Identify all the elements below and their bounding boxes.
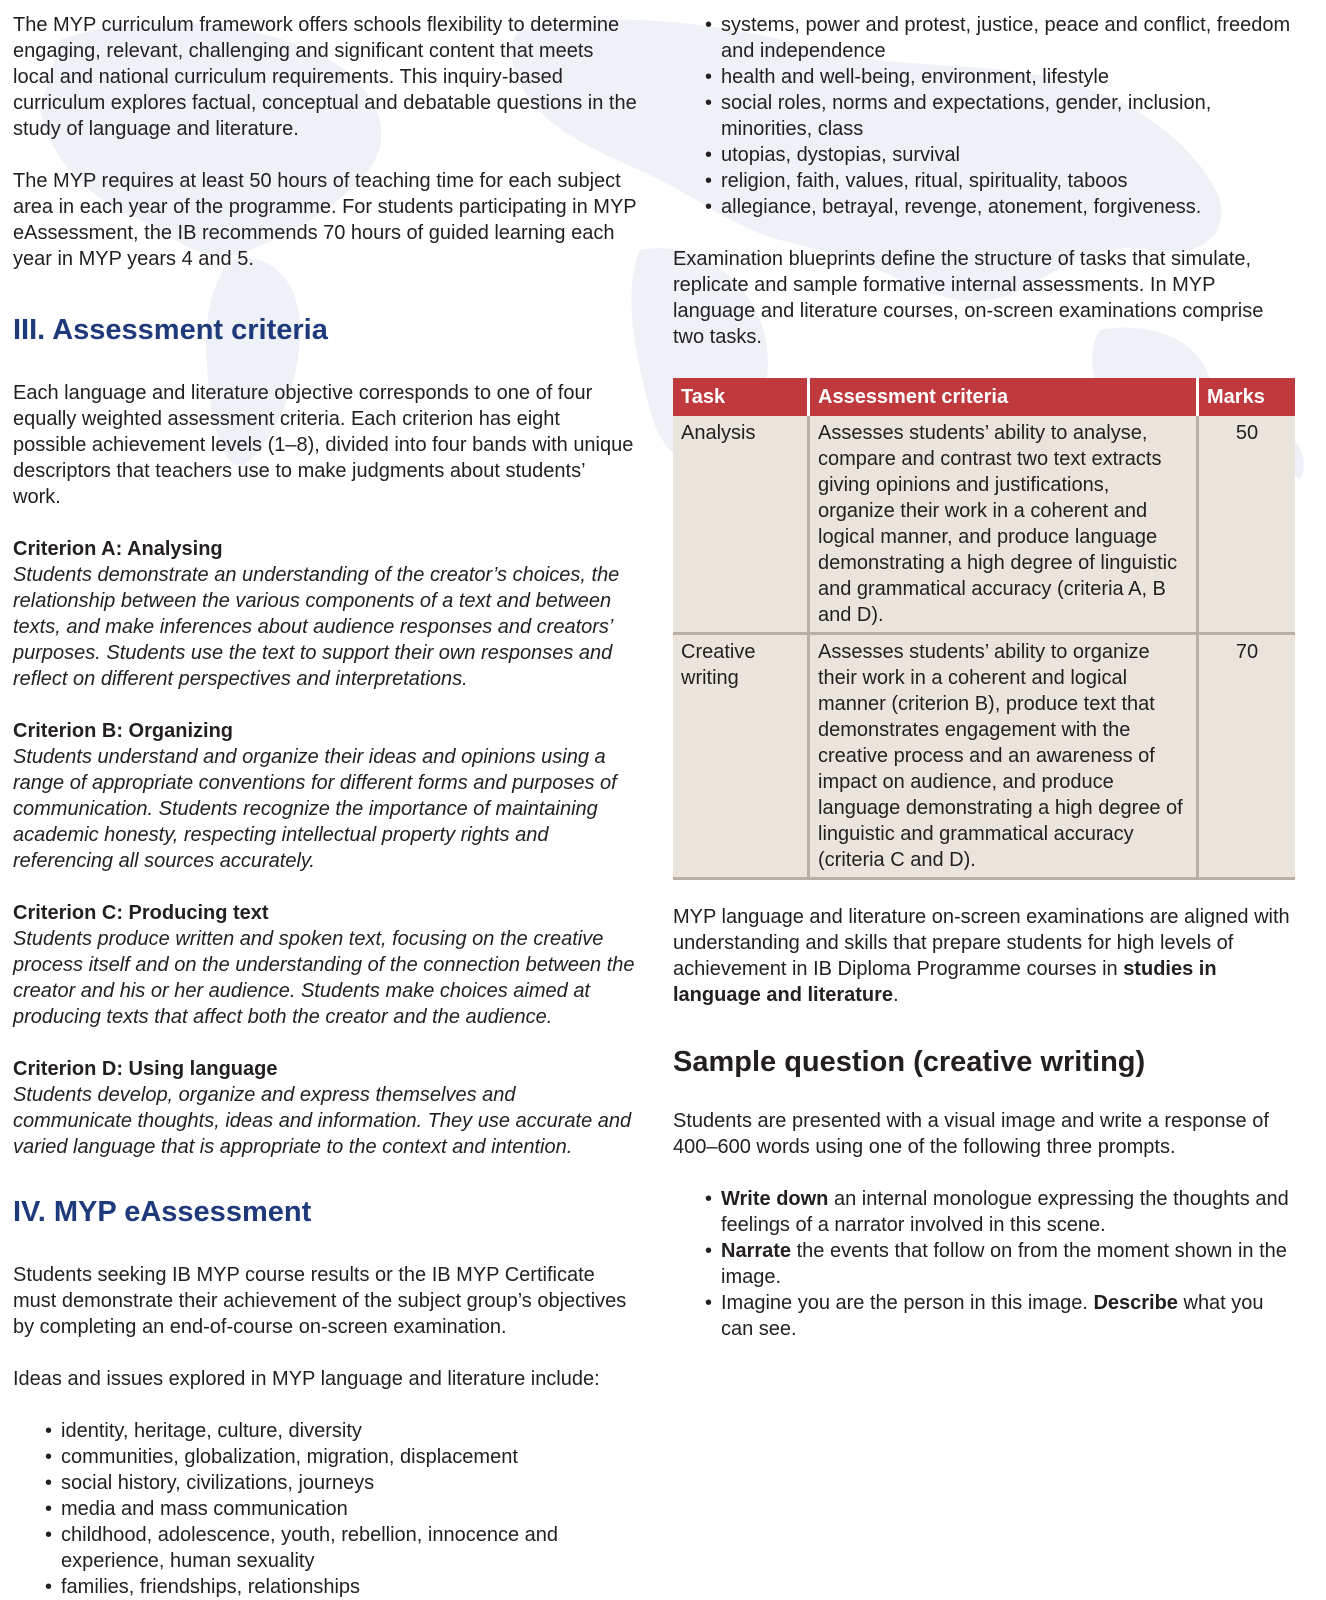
ideas-list-continued	[673, 12, 1298, 220]
criteria-cell: Assesses students’ ability to analyse, compare and contrast two text extracts giving opinions and justifications, organize their work in a coherent and logical manner, and produce language demonstrating a high degree of linguistic and grammatical accuracy (criteria A, B and D).	[809, 416, 1198, 634]
list-item: • allegiance, betrayal, revenge, atonement, forgiveness.	[705, 196, 1202, 218]
criterion-c	[13, 900, 638, 1030]
section-heading-eassessment: IV. MYP eAssessment	[13, 1196, 312, 1228]
list-item: • Imagine you are the person in this image. Describe what you can see.	[705, 1292, 1264, 1340]
list-item: • families, friendships, relationships	[45, 1576, 361, 1598]
ideas-list	[13, 1418, 638, 1600]
sample-question-heading: Sample question (creative writing)	[673, 1046, 1146, 1078]
column-header-task: Task	[673, 378, 809, 416]
list-item: • religion, faith, values, ritual, spirituality, taboos	[705, 170, 1128, 192]
criterion-d-title: Criterion D: Using language	[13, 1058, 278, 1080]
criterion-d-description: Students develop, organize and express themselves and communicate thoughts, ideas and information. They use accurate and varied language that is appropriate to the context and intention.	[13, 1084, 632, 1158]
table-row	[673, 416, 1295, 634]
assessment-table	[673, 378, 1295, 880]
criterion-a-description: Students demonstrate an understanding of the creator’s choices, the relationship between the various components of a text and between texts, and make inferences about audience responses and creators’ purposes. Students use the text to support their own responses and reflect on different perspectives and interpretations.	[13, 564, 620, 690]
criterion-c-title: Criterion C: Producing text	[13, 902, 269, 924]
list-item: • utopias, dystopias, survival	[705, 144, 961, 166]
list-item: • identity, heritage, culture, diversity	[45, 1420, 362, 1442]
ideas-intro: Ideas and issues explored in MYP language and literature include:	[13, 1368, 600, 1390]
task-cell: Analysis	[673, 416, 809, 634]
list-item: • social history, civilizations, journeys	[45, 1472, 375, 1494]
marks-cell: 70	[1198, 634, 1296, 879]
dp-course-name: studies in language and literature	[673, 958, 1217, 1006]
table-row	[673, 634, 1295, 879]
intro-paragraph-1: The MYP curriculum framework offers schools flexibility to determine engaging, relevant, challenging and significant content that meets local and national curriculum requirements. This inquiry-based curriculum explores factual, conceptual and debatable questions in the study of language and literature.	[13, 14, 637, 140]
task-cell: Creative writing	[673, 634, 809, 879]
criterion-a-title: Criterion A: Analysing	[13, 538, 223, 560]
criterion-d	[13, 1056, 638, 1160]
criterion-b-description: Students understand and organize their ideas and opinions using a range of appropriate conventions for different forms and purposes of communication. Students recognize the importance of maintaining academic honesty, respecting intellectual property rights and referencing all sources accurately.	[13, 746, 617, 872]
aligned-paragraph: MYP language and literature on-screen examinations are aligned with understanding and skills that prepare students for high levels of achievement in IB Diploma Programme courses in studies in language and literature.	[673, 906, 1290, 1006]
criterion-a	[13, 536, 638, 692]
criteria-cell: Assesses students’ ability to organize their work in a coherent and logical manner (criterion B), produce text that demonstrates engagement with the creative process and an awareness of impact on audience, and produce language demonstrating a high degree of linguistic and grammatical accuracy (criteria C and D).	[809, 634, 1198, 879]
blueprint-paragraph: Examination blueprints define the structure of tasks that simulate, replicate and sample formative internal assessments. In MYP language and literature courses, on-screen examinations comprise two tasks.	[673, 248, 1264, 348]
intro-paragraph-2: The MYP requires at least 50 hours of teaching time for each subject area in each year of the programme. For students participating in MYP eAssessment, the IB recommends 70 hours of guided learning each year in MYP years 4 and 5.	[13, 170, 637, 270]
column-header-marks: Marks	[1198, 378, 1296, 416]
list-item: • Narrate the events that follow on from the moment shown in the image.	[705, 1240, 1287, 1288]
list-item: • communities, globalization, migration, displacement	[45, 1446, 518, 1468]
prompts-list	[673, 1186, 1298, 1342]
assessment-criteria-intro: Each language and literature objective corresponds to one of four equally weighted assessment criteria. Each criterion has eight possible achievement levels (1–8), divided into four bands with unique descriptors that teachers use to make judgments about students’ work.	[13, 382, 634, 508]
sample-intro: Students are presented with a visual image and write a response of 400–600 words using one of the following three prompts.	[673, 1110, 1269, 1158]
list-item: • childhood, adolescence, youth, rebellion, innocence and experience, human sexuality	[45, 1524, 559, 1572]
marks-cell: 50	[1198, 416, 1296, 634]
list-item: • media and mass communication	[45, 1498, 348, 1520]
criterion-b-title: Criterion B: Organizing	[13, 720, 233, 742]
list-item: • systems, power and protest, justice, peace and conflict, freedom and independence	[705, 14, 1291, 62]
table-header-row	[673, 378, 1295, 416]
section-heading-assessment-criteria: III. Assessment criteria	[13, 314, 328, 346]
list-item: • social roles, norms and expectations, gender, inclusion, minorities, class	[705, 92, 1212, 140]
right-column	[673, 12, 1298, 1342]
eassessment-paragraph: Students seeking IB MYP course results or the IB MYP Certificate must demonstrate their achievement of the subject group’s objectives by completing an end-of-course on-screen examination.	[13, 1264, 627, 1338]
criterion-b	[13, 718, 638, 874]
list-item: • health and well-being, environment, lifestyle	[705, 66, 1109, 88]
left-column	[13, 12, 638, 1600]
list-item: • Write down an internal monologue expressing the thoughts and feelings of a narrator involved in this scene.	[705, 1188, 1289, 1236]
column-header-criteria: Assessment criteria	[809, 378, 1198, 416]
criterion-c-description: Students produce written and spoken text, focusing on the creative process itself and on the understanding of the connection between the creator and his or her audience. Students make choices aimed at producing texts that affect both the creator and the audience.	[13, 928, 635, 1028]
